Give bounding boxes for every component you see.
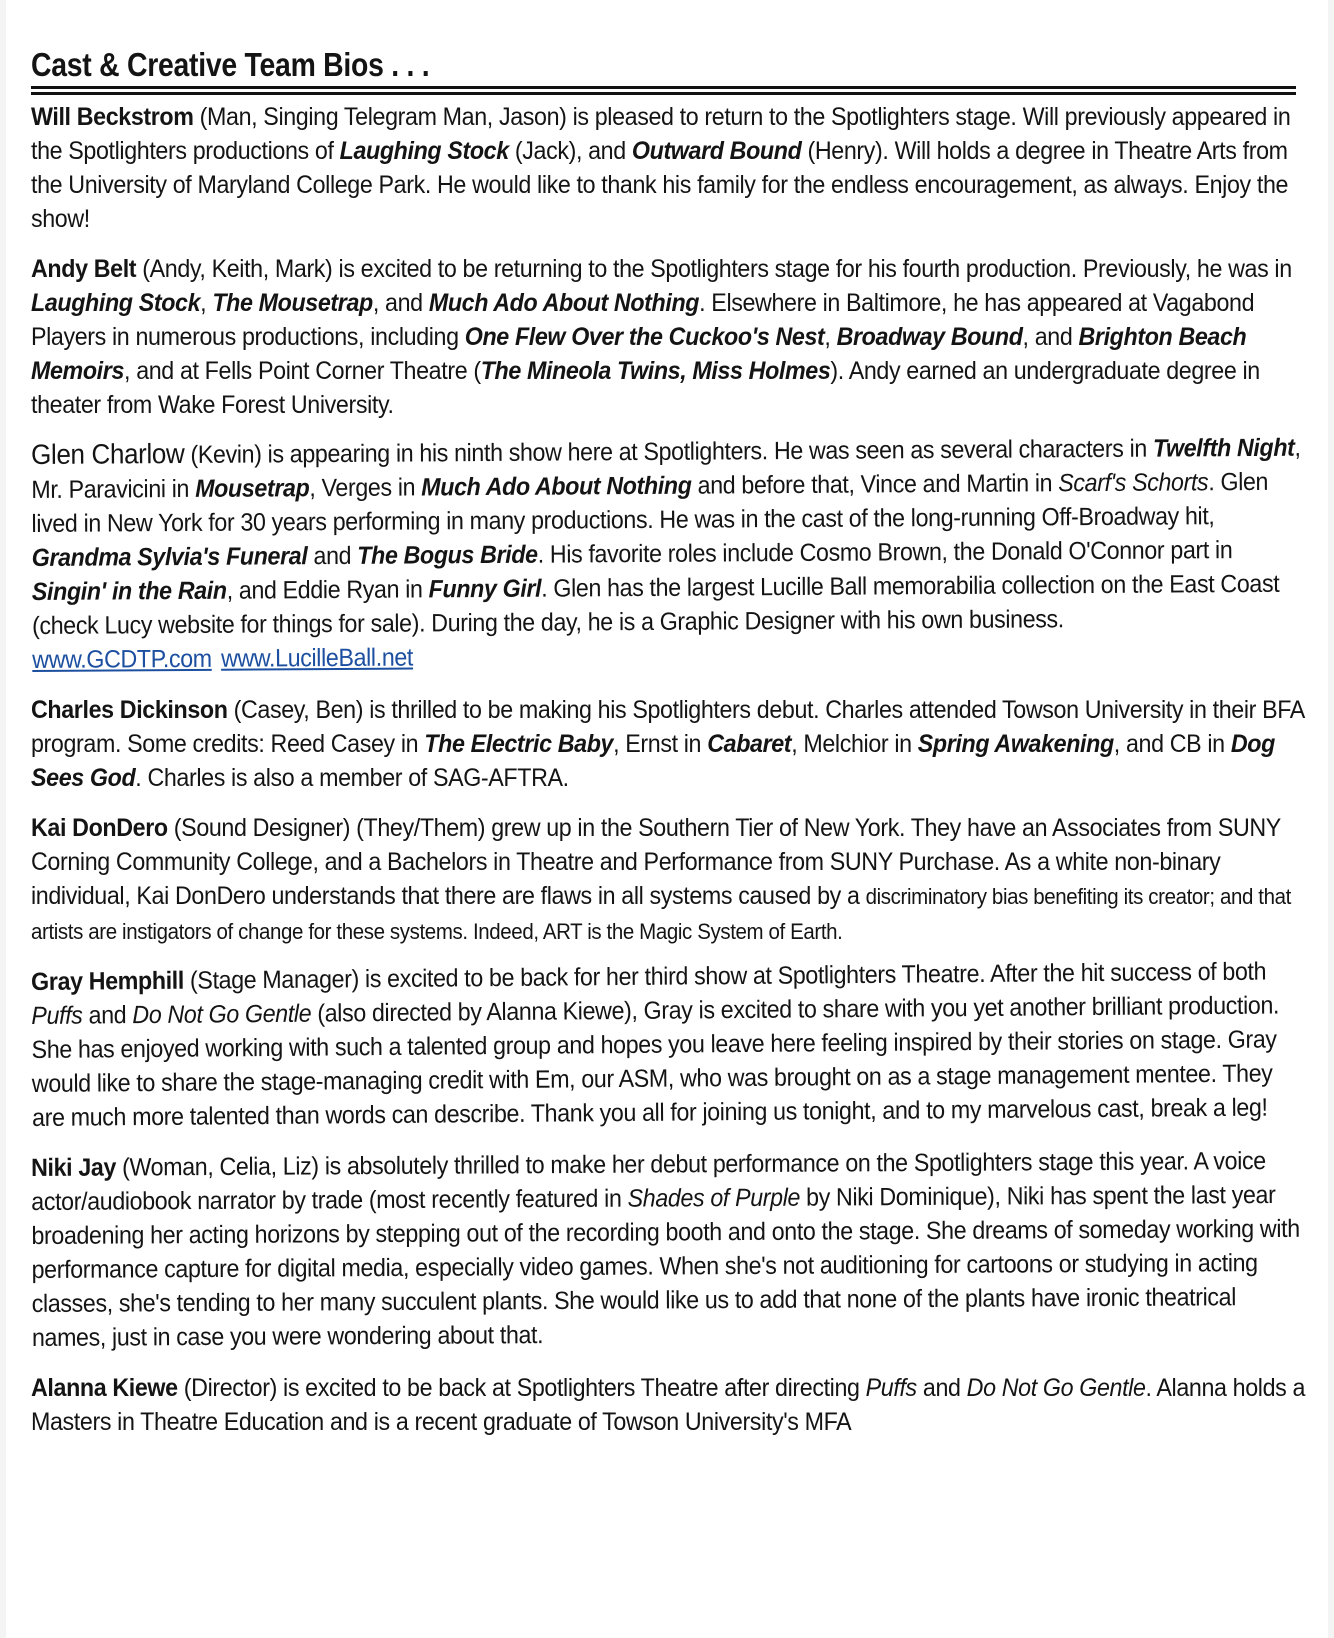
show-title: One Flew Over the Cuckoo's Nest xyxy=(464,323,825,351)
show-title: Mousetrap xyxy=(195,474,310,503)
bio-body xyxy=(31,814,1291,945)
link-gcdtp[interactable]: www.GCDTP.com xyxy=(32,644,212,674)
bio-text: . Elsewhere in Baltimore, he has appeared at Vagabond Players in numerous productions, including xyxy=(31,289,1255,351)
bio-text: ). Andy earned an undergraduate degree in theater from Wake Forest University. xyxy=(31,357,1260,419)
bio-gray-hemphill xyxy=(31,954,1306,1135)
bio-text: , Verges in xyxy=(309,473,422,503)
bio-text: , Ernst in xyxy=(613,730,708,758)
bio-name: Gray Hemphill xyxy=(31,966,185,996)
link-lucilleball[interactable]: www.LucilleBall.net xyxy=(220,643,414,673)
show-title: Dog Sees God xyxy=(31,730,1275,792)
bio-name: Andy Belt xyxy=(31,255,137,283)
bio-name: Niki Jay xyxy=(31,1153,117,1182)
page-title: Cast & Creative Team Bios . . . xyxy=(31,46,430,83)
bio-name: Will Beckstrom xyxy=(31,103,194,131)
show-title: Broadway Bound xyxy=(836,323,1023,351)
show-title: Do Not Go Gentle xyxy=(966,1374,1146,1402)
show-title: Do Not Go Gentle xyxy=(132,999,312,1030)
program-page xyxy=(6,0,1328,1638)
show-title: The Mineola Twins, Miss Holmes xyxy=(480,357,831,385)
bio-text: . Charles is also a member of SAG-AFTRA. xyxy=(135,764,569,792)
bio-body xyxy=(31,255,1292,419)
bio-text: by Niki Dominique), Niki has spent the last year broadening her acting horizons by stepping out of the recording booth and onto the stage. She dreams of someday working with performance capture for digital media, especially video games. When she's not auditioning for cartoons or studying in acting classes, she's tending to her many succulent plants. She would like us to add that none of the plants have ironic theatrical names, just in case you were wondering about that. xyxy=(31,1180,1300,1352)
bio-text: (Andy, Keith, Mark) is excited to be returning to the Spotlighters stage for his fourth production. Previously, he was in xyxy=(136,255,1292,283)
bio-name: Charles Dickinson xyxy=(31,696,228,724)
bio-text: . His favorite roles include Cosmo Brown, the Donald O'Connor part in xyxy=(537,536,1233,569)
bio-niki-jay xyxy=(31,1144,1306,1355)
bio-body xyxy=(31,1374,1305,1436)
show-title: Much Ado About Nothing xyxy=(428,289,700,317)
bio-alanna-kiewe xyxy=(31,1371,1305,1439)
bio-will-beckstrom xyxy=(31,100,1305,236)
bio-glen-charlow xyxy=(31,430,1306,677)
show-title: Twelfth Night xyxy=(1152,433,1295,463)
bio-text: , Melchior in xyxy=(791,730,918,758)
bio-kai-dondero xyxy=(31,811,1305,949)
bio-text: , and xyxy=(372,289,429,317)
bio-text: , Mr. Paravicini in xyxy=(31,433,1301,504)
show-title: Spring Awakening xyxy=(917,730,1114,758)
show-title: Brighton Beach Memoirs xyxy=(31,323,1247,385)
bio-text: (Stage Manager) is excited to be back for her third show at Spotlighters Theatre. After the hit success of both xyxy=(183,957,1267,995)
bio-text: (Kevin) is appearing in his ninth show here at Spotlighters. He was seen as several characters in xyxy=(184,434,1154,469)
bio-text: (Director) is excited to be back at Spotlighters Theatre after directing xyxy=(177,1374,866,1402)
show-title: The Electric Baby xyxy=(424,730,614,758)
bio-name: Alanna Kiewe xyxy=(31,1374,178,1402)
rule-line-top xyxy=(31,86,1296,89)
bio-body xyxy=(31,103,1290,233)
show-title: Cabaret xyxy=(707,730,792,758)
bio-text: (Casey, Ben) is thrilled to be making his Spotlighters debut. Charles attended Towson University in their BFA program. Some credits: Reed Casey in xyxy=(31,696,1304,758)
show-title: Grandma Sylvia's Funeral xyxy=(31,542,308,572)
bio-name: Glen Charlow xyxy=(31,437,185,470)
bio-text: (Man, Singing Telegram Man, Jason) is pleased to return to the Spotlighters stage. Will previously appeared in the Spotlighters productions of xyxy=(31,103,1291,165)
show-title: Funny Girl xyxy=(428,574,542,604)
show-title: The Bogus Bride xyxy=(357,540,538,570)
bio-text: , xyxy=(200,289,213,317)
bio-text: and xyxy=(307,541,358,571)
bio-name: Kai DonDero xyxy=(31,814,168,842)
show-title: Laughing Stock xyxy=(31,289,201,317)
show-title: The Mousetrap xyxy=(212,289,373,317)
show-title: Scarf's Schorts xyxy=(1058,468,1209,498)
bio-text: . Glen lived in New York for 30 years performing in many productions. He was in the cast of the long-running Off-Broadway hit, xyxy=(31,467,1269,538)
bio-text: (Woman, Celia, Liz) is absolutely thrilled to make her debut performance on the Spotlighters stage this year. A voice actor/audiobook narrator by trade (most recently featured in xyxy=(31,1147,1266,1216)
bio-text: , and CB in xyxy=(1113,730,1231,758)
bio-text: , and Eddie Ryan in xyxy=(226,575,429,605)
show-title: Puffs xyxy=(865,1374,917,1402)
show-title: Puffs xyxy=(31,1001,83,1030)
bio-text: . Alanna holds a Masters in Theatre Education and is a recent graduate of Towson University's MFA xyxy=(31,1374,1306,1436)
bio-text: and xyxy=(82,1001,133,1030)
bio-text: and before that, Vince and Martin in xyxy=(691,469,1059,500)
bio-text: (Sound Designer) (They/Them) grew up in the Southern Tier of New York. They have an Associates from SUNY Corning Community College, and a Bachelors in Theatre and Performance from SUNY Purchase. As a white non-binary individual, Kai DonDero understands that there are flaws in all systems caused by a xyxy=(31,814,1281,910)
bio-text: , and xyxy=(1022,323,1079,351)
bio-text: and xyxy=(916,1374,967,1402)
bio-text: discriminatory bias benefiting its creator; and that artists are instigators of change for these systems. Indeed, ART is the Magic System of Earth. xyxy=(31,884,1291,944)
show-title: Much Ado About Nothing xyxy=(421,471,692,502)
bio-text: (Jack), and xyxy=(508,137,632,165)
show-title: Laughing Stock xyxy=(339,137,509,165)
bios-list xyxy=(31,100,1306,1455)
bio-andy-belt xyxy=(31,252,1305,422)
bio-text: . Glen has the largest Lucille Ball memorabilia collection on the East Coast (check Lucy website for things for sale). During the day, he is a Graphic Designer with his own business. xyxy=(31,569,1280,640)
bio-body xyxy=(31,434,1300,640)
show-title: Singin' in the Rain xyxy=(31,576,227,606)
show-title: Outward Bound xyxy=(631,137,802,165)
title-double-rule xyxy=(31,86,1296,95)
rule-line-bottom xyxy=(31,92,1296,95)
bio-body xyxy=(31,1147,1300,1352)
bio-charles-dickinson xyxy=(31,693,1305,795)
bio-text: , and at Fells Point Corner Theatre ( xyxy=(124,357,481,385)
bio-body xyxy=(31,958,1279,1132)
show-title: Shades of Purple xyxy=(627,1183,801,1213)
bio-text: (also directed by Alanna Kiewe), Gray is excited to share with you yet another brilliant production. She has enjoyed working with such a talented group and hopes you leave here feeling inspired by their stories on stage. Gray would like to share the stage-managing credit with Em, our ASM, who was brought on as a stage management mentee. They are much more talented than words can describe. Thank you all for joining us tonight, and to my marvelous cast, break a leg! xyxy=(31,991,1280,1132)
bio-text: , xyxy=(824,323,837,351)
bio-text: (Henry). Will holds a degree in Theatre Arts from the University of Maryland College Park. He would like to thank his family for the endless encouragement, as always. Enjoy the show! xyxy=(31,137,1289,233)
